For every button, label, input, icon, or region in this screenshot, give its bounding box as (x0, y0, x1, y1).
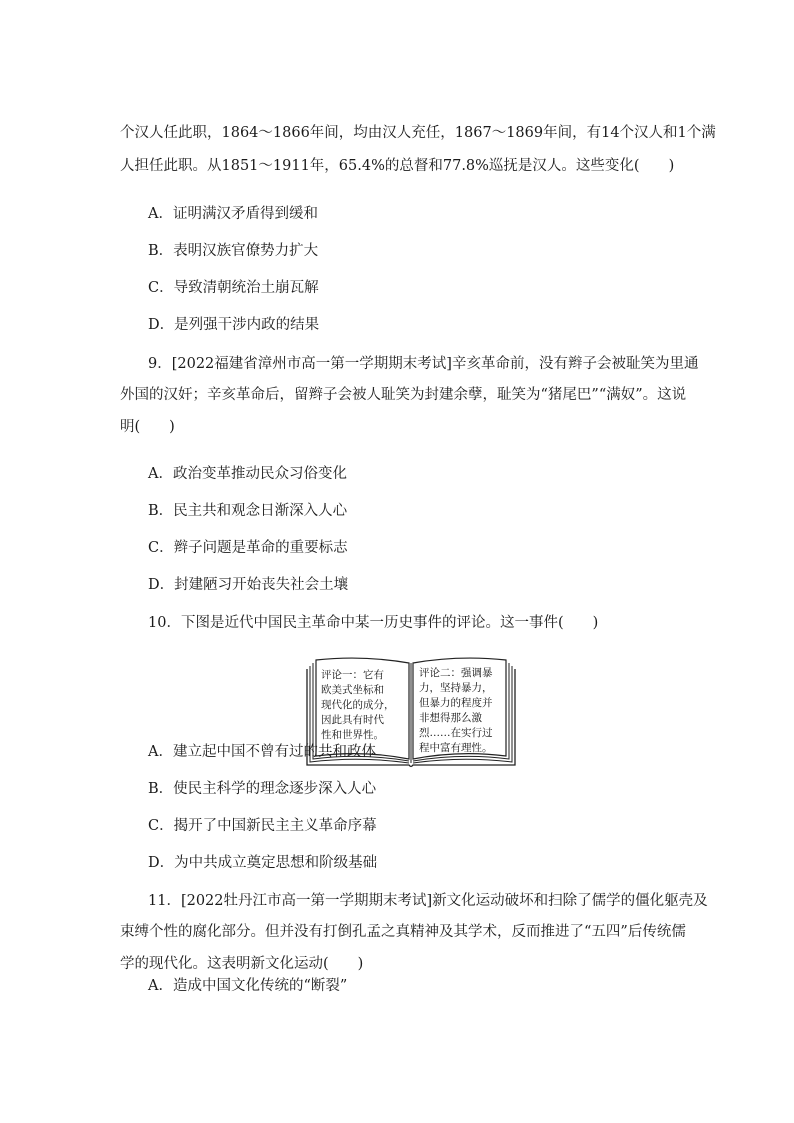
q11-text-line-3: 学的现代化。这表明新文化运动( ) (120, 956, 364, 972)
comment-two-line: 程中富有理性。 (419, 742, 493, 754)
q8-option-c: C．导致清朝统治土崩瓦解 (148, 280, 319, 296)
q11-text-line-2: 束缚个性的腐化部分。但并没有打倒孔孟之真精神及其学术，反而推进了“五四”后传统儒 (120, 924, 686, 940)
q9-option-a: A．政治变革推动民众习俗变化 (148, 466, 347, 482)
q8-text-line-1: 个汉人任此职，1864～1866年间，均由汉人充任，1867～1869年间，有14个汉人和1个满 (120, 125, 716, 141)
comment-one (321, 668, 395, 743)
comment-two (419, 666, 493, 756)
q9-option-b: B．民主共和观念日渐深入人心 (148, 503, 348, 519)
q11-text-line-1: 11．[2022牡丹江市高一第一学期期末考试]新文化运动破坏和扫除了儒学的僵化躯壳及 (148, 893, 708, 909)
q10-option-c: C．揭开了中国新民主主义革命序幕 (148, 818, 377, 834)
comment-one-line: 评论一：它有 (321, 669, 384, 681)
q8-option-a: A．证明满汉矛盾得到缓和 (148, 206, 318, 222)
q10-option-d: D．为中共成立奠定思想和阶级基础 (148, 855, 378, 871)
comment-two-line: 但暴力的程度并 (419, 697, 493, 709)
q8-option-b: B．表明汉族官僚势力扩大 (148, 243, 319, 259)
q8-text-line-2: 人担任此职。从1851～1911年，65.4%的总督和77.8%巡抚是汉人。这些变化( ) (120, 158, 675, 174)
comment-two-line: 力，坚持暴力， (419, 682, 493, 694)
comment-one-line: 因此具有时代 (321, 714, 384, 726)
comment-two-line: 烈……在实行过 (419, 727, 493, 739)
q10-text-line-1: 10．下图是近代中国民主革命中某一历史事件的评论。这一事件( ) (148, 615, 599, 631)
comment-one-line: 欧美式坐标和 (321, 684, 384, 696)
q9-option-c: C．辫子问题是革命的重要标志 (148, 540, 348, 556)
q9-text-line-1: 9．[2022福建省漳州市高一第一学期期末考试]辛亥革命前，没有辫子会被耻笑为里通 (148, 356, 699, 372)
q9-text-line-2: 外国的汉奸；辛亥革命后，留辫子会被人耻笑为封建余孽，耻笑为“猪尾巴”“满奴”。这说 (120, 387, 687, 403)
q10-option-a: A．建立起中国不曾有过的共和政体 (148, 744, 376, 760)
q11-option-a: A．造成中国文化传统的“断裂” (148, 978, 348, 994)
comment-two-line: 评论二：强调暴 (419, 667, 493, 679)
comment-one-line: 现代化的成分， (321, 699, 395, 711)
q9-text-line-3: 明( ) (120, 419, 175, 435)
q8-option-d: D．是列强干涉内政的结果 (148, 317, 320, 333)
q9-option-d: D．封建陋习开始丧失社会土壤 (148, 577, 349, 593)
comment-two-line: 非想得那么激 (419, 712, 482, 724)
comment-one-line: 性和世界性。 (321, 729, 384, 741)
q10-option-b: B．使民主科学的理念逐步深入人心 (148, 781, 377, 797)
